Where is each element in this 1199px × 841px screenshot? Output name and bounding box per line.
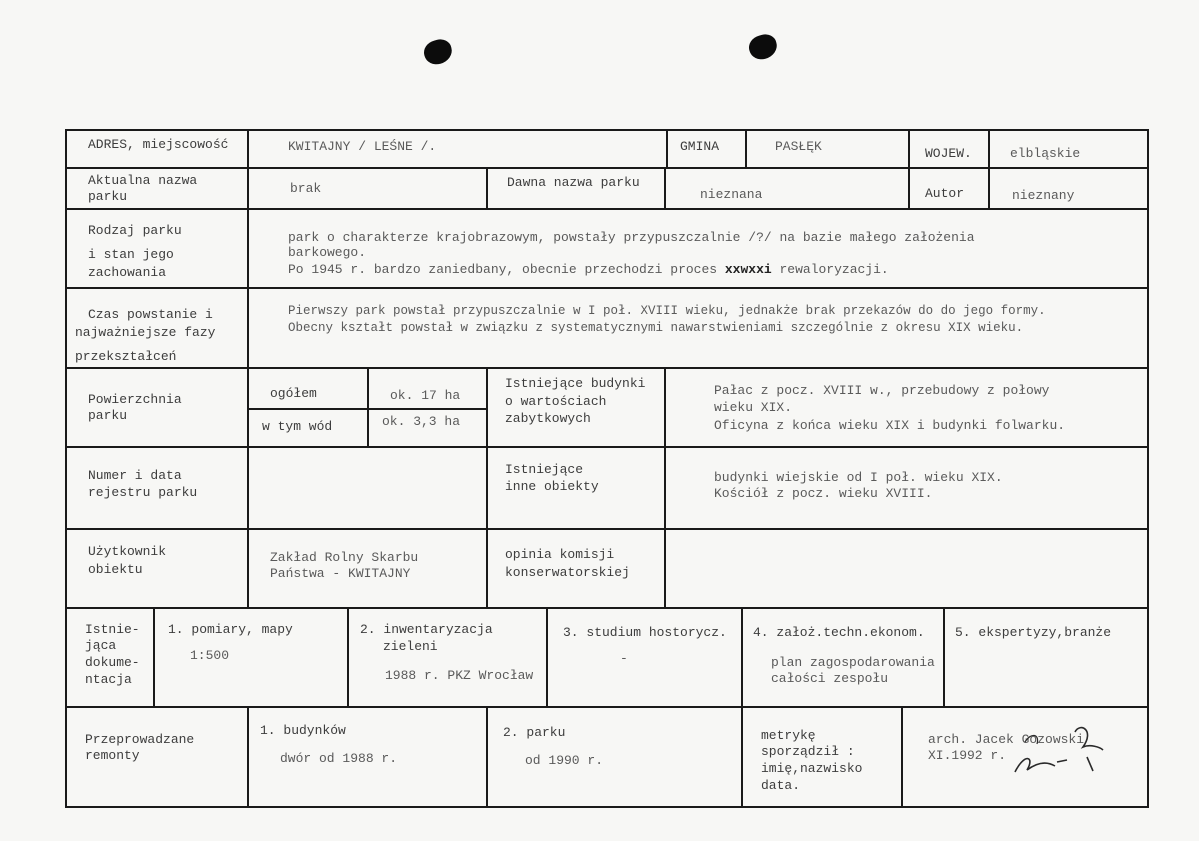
budynki-label-3: zabytkowych: [505, 411, 591, 426]
dokumentacja-label-4: ntacja: [85, 672, 132, 687]
numer-label: Numer i data: [88, 468, 182, 483]
ekspertyzy-label: 5. ekspertyzy,branże: [955, 625, 1112, 640]
uzytkownik-label-2: obiektu: [88, 562, 143, 577]
rodzaj-label-2: i stan jego: [88, 247, 174, 262]
zaloz-value-2: całości zespołu: [771, 671, 889, 686]
uzytkownik-value: Zakład Rolny Skarbu: [270, 550, 419, 565]
inwentaryzacja-label: 2. inwentaryzacja: [360, 622, 493, 637]
czas-label-2: najważniejsze fazy: [75, 325, 216, 340]
studium-value: -: [620, 651, 628, 666]
dokumentacja-label-3: dokume-: [85, 655, 140, 670]
autor-label: Autor: [925, 186, 965, 201]
budynki-line-3: Oficyna z końca wieku XIX i budynki folwarku.: [714, 418, 1066, 433]
rodzaj-label: Rodzaj parku: [88, 223, 182, 238]
budynki-label: Istniejące budynki: [505, 376, 646, 391]
handwritten-signature: [995, 722, 1125, 782]
zaloz-value: plan zagospodarowania: [771, 655, 935, 670]
punch-hole: [746, 32, 779, 62]
zaloz-label: 4. założ.techn.ekonom.: [753, 625, 925, 640]
aktualna-label: Aktualna nazwa: [88, 173, 198, 188]
dawna-label: Dawna nazwa parku: [507, 175, 640, 190]
dokumentacja-label: Istnie-: [85, 622, 140, 637]
rodzaj-label-3: zachowania: [88, 265, 167, 280]
powierzchnia-label-2: parku: [88, 408, 128, 423]
metryka-label-3: imię,nazwisko: [761, 761, 863, 776]
author-name: arch. Jacek Gozowski: [928, 732, 1085, 747]
rodzaj-line-1: park o charakterze krajobrazowym, powstały przypuszczalnie /?/ na bazie małego założenia: [288, 230, 975, 245]
gmina-value: PASŁĘK: [775, 139, 822, 154]
autor-value: nieznany: [1012, 188, 1075, 203]
inne-label-2: inne obiekty: [505, 479, 599, 494]
rodzaj-line-2: barkowego.: [288, 245, 367, 260]
aktualna-label-2: parku: [88, 189, 128, 204]
wojew-value: elbląskie: [1010, 146, 1081, 161]
studium-label: 3. studium hostorycz.: [563, 625, 727, 640]
author-date: XI.1992 r.: [928, 748, 1007, 763]
numer-label-2: rejestru parku: [88, 485, 198, 500]
budynki-line-2: wieku XIX.: [714, 400, 793, 415]
adres-label: ADRES, miejscowość: [88, 137, 229, 152]
metryka-label-4: data.: [761, 778, 801, 793]
opinia-label-2: konserwatorskiej: [505, 565, 630, 580]
parku-value: od 1990 r.: [525, 753, 604, 768]
metryka-label: metrykę: [761, 728, 816, 743]
budynki-line-1: Pałac z pocz. XVIII w., przebudowy z połowy: [714, 383, 1050, 398]
parku-label: 2. parku: [503, 725, 566, 740]
budynkow-label: 1. budynków: [260, 723, 346, 738]
aktualna-value: brak: [290, 181, 322, 196]
budynkow-value: dwór od 1988 r.: [280, 751, 398, 766]
powierzchnia-label: Powierzchnia: [88, 392, 182, 407]
uzytkownik-label: Użytkownik: [88, 544, 167, 559]
uzytkownik-value-2: Państwa - KWITAJNY: [270, 566, 411, 581]
czas-line-2: Obecny kształt powstał w związku z systematycznymi nawarstwieniami szczególnie z okresu XIX wieku.: [288, 321, 1024, 335]
dawna-value: nieznana: [700, 187, 763, 202]
gmina-label: GMINA: [680, 139, 720, 154]
czas-label-3: przekształceń: [75, 349, 177, 364]
czas-label: Czas powstanie i: [88, 307, 213, 322]
remonty-label-2: remonty: [85, 748, 140, 763]
czas-line-1: Pierwszy park powstał przypuszczalnie w I poł. XVIII wieku, jednakże brak przekazów do do jego formy.: [288, 304, 1046, 318]
pomiary-value: 1:500: [190, 648, 230, 663]
inne-label: Istniejące: [505, 462, 584, 477]
ogolem-value: ok. 17 ha: [390, 388, 461, 403]
dokumentacja-label-2: jąca: [85, 638, 117, 653]
inwentaryzacja-value: 1988 r. PKZ Wrocław: [385, 668, 534, 683]
metryka-label-2: sporządził :: [761, 744, 855, 759]
remonty-label: Przeprowadzane: [85, 732, 195, 747]
wod-value: ok. 3,3 ha: [382, 414, 461, 429]
adres-value: KWITAJNY / LEŚNE /.: [288, 139, 437, 154]
budynki-label-2: o wartościach: [505, 394, 607, 409]
ogolem-label: ogółem: [270, 386, 317, 401]
wod-label: w tym wód: [262, 419, 333, 434]
inwentaryzacja-label-2: zieleni: [383, 639, 438, 654]
struck-word: xxwxxi: [724, 262, 772, 277]
wojew-label: WOJEW.: [925, 146, 972, 161]
inne-line-2: Kościół z pocz. wieku XVIII.: [714, 486, 933, 501]
rodzaj-line-3: Po 1945 r. bardzo zaniedbany, obecnie przechodzi proces xxwxxi rewaloryzacji.: [288, 262, 889, 277]
inne-line-1: budynki wiejskie od I poł. wieku XIX.: [714, 470, 1003, 485]
pomiary-label: 1. pomiary, mapy: [168, 622, 293, 637]
opinia-label: opinia komisji: [505, 547, 615, 562]
punch-hole: [421, 37, 454, 67]
